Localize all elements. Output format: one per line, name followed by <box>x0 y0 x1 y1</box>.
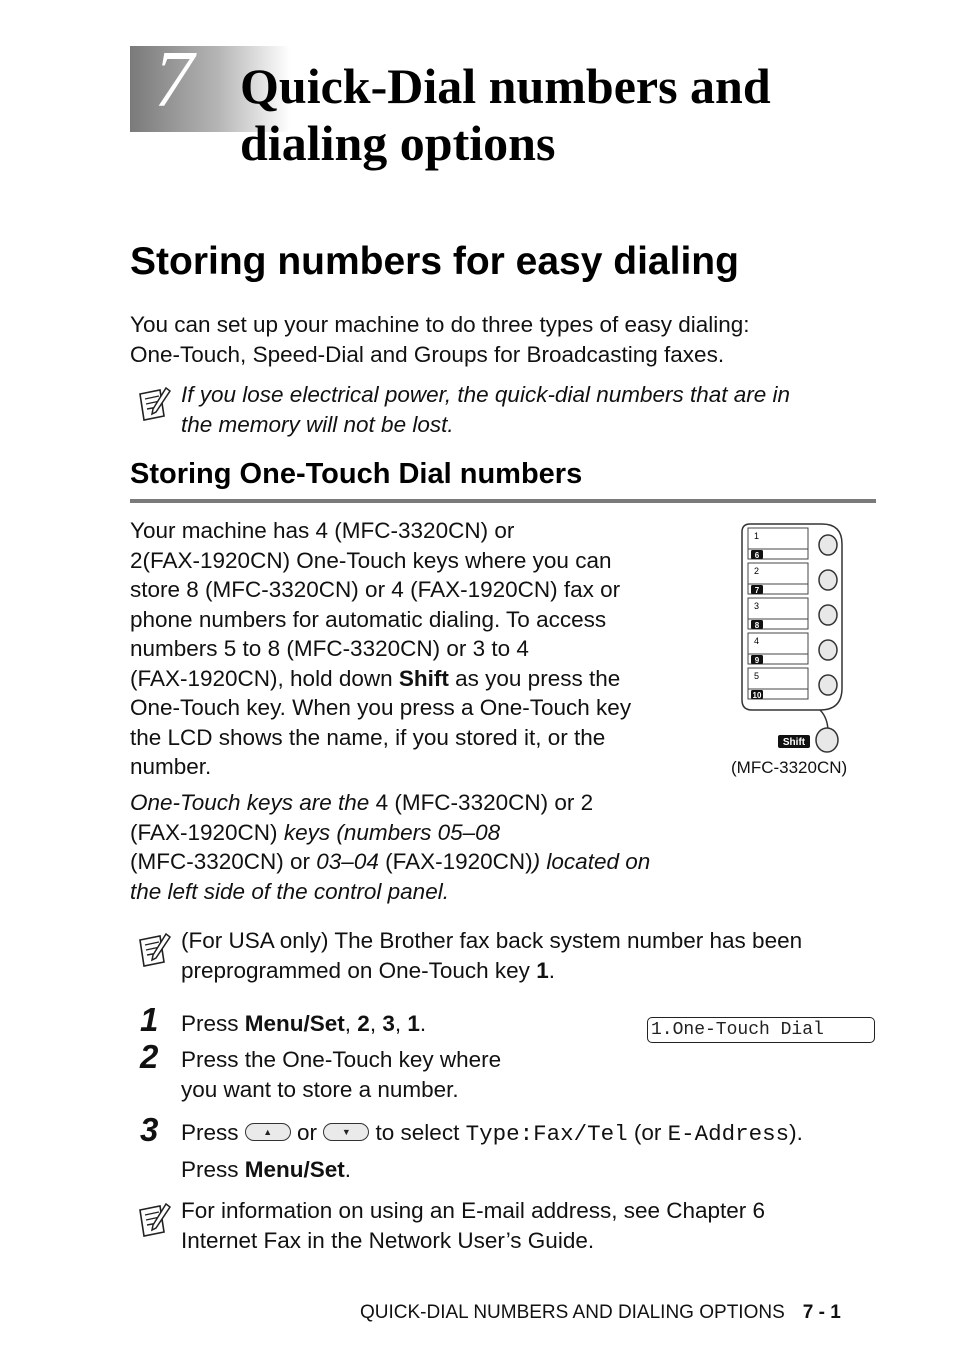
step-number: 1 <box>140 1001 159 1038</box>
key-number-lower: 9 <box>754 656 760 665</box>
page-number: 7 - 1 <box>802 1302 841 1323</box>
up-arrow-button-icon: ▲ <box>245 1123 291 1141</box>
key-number-upper: 2 <box>754 566 760 576</box>
key-number-lower: 6 <box>754 551 760 560</box>
key-number-upper: 3 <box>754 601 760 611</box>
key-number: 1 <box>407 1011 420 1036</box>
text-run: , <box>394 1011 408 1036</box>
text-run: ) located on <box>532 849 651 874</box>
one-touch-button <box>819 675 837 695</box>
note-line: If you lose electrical power, the quick-dial numbers that are in <box>181 382 791 407</box>
step-1-text <box>181 1009 426 1039</box>
note-icon <box>136 932 172 970</box>
note-fax-back <box>181 926 881 985</box>
heading-divider <box>130 499 876 503</box>
step-2-text <box>181 1045 601 1104</box>
text-run: as you press the <box>448 665 621 691</box>
key-number-lower: 8 <box>754 621 760 630</box>
text-run: Press <box>181 1156 245 1182</box>
text-run: ). <box>789 1120 803 1145</box>
step-3-text <box>181 1118 901 1184</box>
one-touch-button <box>819 570 837 590</box>
para-line: phone numbers for automatic dialing. To access <box>130 606 607 632</box>
page-footer <box>360 1302 841 1324</box>
chapter-title-line1: Quick-Dial numbers and <box>240 58 771 114</box>
para-line <box>130 664 710 694</box>
section-heading: Storing numbers for easy dialing <box>130 240 739 283</box>
panel-caption: (MFC-3320CN) <box>731 758 848 777</box>
key-number: 2 <box>357 1011 370 1036</box>
para-line: 2(FAX-1920CN) One-Touch keys where you can <box>130 547 612 573</box>
chapter-title-line2: dialing options <box>240 115 556 171</box>
text-run: Press <box>181 1120 245 1145</box>
step-number: 3 <box>140 1111 159 1148</box>
text-run: , <box>369 1011 383 1036</box>
one-touch-button <box>819 535 837 555</box>
step-line <box>181 1118 901 1150</box>
intro-line: You can set up your machine to do three types of easy dialing: <box>130 312 750 337</box>
para-line: numbers 5 to 8 (MFC-3320CN) or 3 to 4 <box>130 636 529 661</box>
text-run: the left side of the control panel. <box>130 878 449 904</box>
para-line <box>130 847 730 877</box>
text-run: (FAX-1920CN) <box>130 819 284 845</box>
shift-button <box>816 728 838 752</box>
para-line <box>130 818 730 848</box>
shift-key-label: Shift <box>398 665 449 691</box>
key-number-upper: 1 <box>754 531 760 541</box>
text-run: . <box>419 1011 427 1036</box>
text-run: Press <box>181 1011 245 1036</box>
para-line <box>130 877 730 907</box>
step-line: Press the One-Touch key where <box>181 1047 502 1072</box>
one-touch-button <box>819 640 837 660</box>
subsection-heading: Storing One-Touch Dial numbers <box>130 458 583 490</box>
lcd-display: 1.One-Touch Dial <box>647 1017 875 1043</box>
para-line: One-Touch key. When you press a One-Touch key <box>130 695 632 720</box>
lcd-option-email: E-Address <box>667 1121 790 1147</box>
menu-set-key: Menu/Set <box>244 1156 345 1182</box>
text-run: . <box>548 957 555 983</box>
footer-title: QUICK-DIAL NUMBERS AND DIALING OPTIONS <box>360 1302 785 1323</box>
text-run: 03–04 <box>316 849 379 874</box>
note-icon <box>136 386 172 424</box>
down-arrow-button-icon: ▼ <box>323 1123 369 1141</box>
section-intro <box>130 310 870 369</box>
one-touch-keys-paragraph <box>130 788 730 906</box>
text-run: (MFC-3320CN) or <box>130 849 317 874</box>
key-number-lower: 10 <box>752 691 762 700</box>
lcd-option-type: Type:Fax/Tel <box>465 1121 628 1147</box>
text-run: (FAX-1920CN), hold down <box>130 665 399 691</box>
note-line: the memory will not be lost. <box>181 411 454 437</box>
note-line: (For USA only) The Brother fax back system number has been <box>181 928 803 953</box>
note-line: Internet Fax in the Network User’s Guide. <box>181 1227 595 1253</box>
text-run: One-Touch keys are the <box>130 790 370 815</box>
text-run: (FAX-1920CN) <box>378 849 533 874</box>
para-line <box>130 788 730 818</box>
note-power <box>181 380 881 439</box>
menu-set-key: Menu/Set <box>244 1011 345 1036</box>
para-line: number. <box>130 754 212 779</box>
note-line: For information on using an E-mail address, see Chapter 6 <box>181 1198 766 1223</box>
step-line: you want to store a number. <box>181 1076 459 1102</box>
text-run: keys (numbers 05–08 <box>283 819 501 845</box>
text-run: , <box>344 1011 358 1036</box>
text-run: preprogrammed on One-Touch key <box>181 957 537 983</box>
note-icon <box>136 1202 172 1240</box>
para-line: the LCD shows the name, if you stored it, or the <box>130 724 606 750</box>
text-run: (or <box>627 1120 668 1145</box>
text-run: 4 (MFC-3320CN) or 2 <box>369 790 594 815</box>
key-number-upper: 5 <box>754 671 760 681</box>
para-line: Your machine has 4 (MFC-3320CN) or <box>130 518 515 543</box>
one-touch-panel-illustration <box>730 518 870 784</box>
note-line <box>181 956 881 986</box>
one-touch-button <box>819 605 837 625</box>
key-number: 1 <box>536 957 549 983</box>
intro-line: One-Touch, Speed-Dial and Groups for Broadcasting faxes. <box>130 341 725 367</box>
step-line <box>181 1155 901 1185</box>
chapter-number: 7 <box>154 36 194 124</box>
key-number-lower: 7 <box>754 586 760 595</box>
shift-label: Shift <box>782 737 806 748</box>
para-line: store 8 (MFC-3320CN) or 4 (FAX-1920CN) fax or <box>130 577 621 602</box>
text-run: . <box>344 1156 352 1182</box>
key-number: 3 <box>382 1011 395 1036</box>
chapter-title <box>240 58 860 172</box>
key-number-upper: 4 <box>754 636 760 646</box>
text-run: to select <box>369 1120 466 1145</box>
text-run: or <box>290 1120 324 1145</box>
step-number: 2 <box>140 1038 159 1075</box>
one-touch-paragraph <box>130 516 710 782</box>
note-email <box>181 1196 881 1255</box>
